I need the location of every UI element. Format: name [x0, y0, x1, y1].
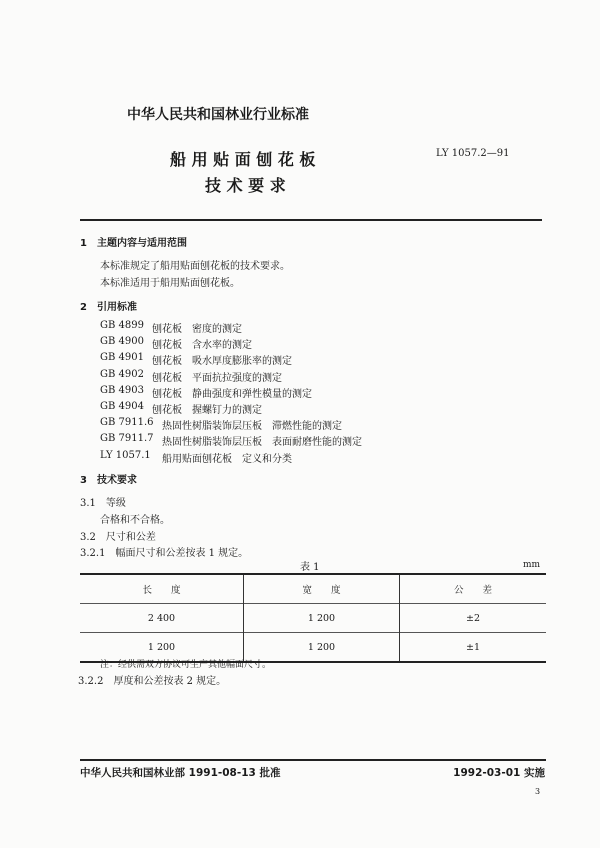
reference-title: 刨花板 握螺钉力的测定 [152, 405, 262, 416]
reference-title: 刨花板 含水率的测定 [152, 340, 252, 352]
cell: ±2 [400, 604, 547, 633]
reference-title: 船用贴面刨花板 定义和分类 [162, 453, 292, 465]
table-caption: 表 1 [300, 562, 320, 573]
cell: 1 200 [244, 604, 400, 633]
section-3-1: 3.1 等级 [80, 498, 126, 509]
reference-code: GB 4900 [100, 336, 144, 348]
reference-code: GB 7911.7 [100, 433, 154, 445]
page-number: 3 [535, 787, 541, 796]
effective-date: 1992-03-01 实施 [453, 767, 545, 779]
reference-code: LY 1057.1 [100, 449, 151, 461]
section-2-heading: 2 引用标准 [80, 302, 137, 313]
reference-code: GB 4901 [100, 352, 144, 364]
section-3-2-1: 3.2.1 幅面尺寸和公差按表 1 规定。 [80, 548, 249, 559]
table-row [80, 604, 546, 633]
cell: 1 200 [244, 633, 400, 663]
doc-title-line2: 技 术 要 求 [205, 176, 286, 195]
section-3-2-2: 3.2.2 厚度和公差按表 2 规定。 [78, 676, 227, 687]
reference-code: GB 4904 [100, 401, 144, 412]
section-3-2: 3.2 尺寸和公差 [80, 532, 156, 543]
text-line: 本标准规定了船用贴面刨花板的技术要求。 [100, 261, 290, 272]
header-cell: 公 差 [400, 574, 547, 604]
text-line: 本标准适用于船用贴面刨花板。 [100, 278, 240, 289]
table-unit: mm [523, 560, 541, 570]
table-note: 注：经供需双方协议可生产其他幅面尺寸。 [100, 660, 272, 670]
reference-title: 热固性树脂装饰层压板 表面耐磨性能的测定 [162, 437, 362, 449]
cell: 2 400 [80, 604, 244, 633]
header-cell: 长 度 [80, 574, 244, 604]
table-1 [80, 573, 546, 663]
cell: ±1 [400, 633, 547, 663]
reference-title: 刨花板 静曲强度和弹性模量的测定 [152, 388, 312, 400]
reference-code: GB 7911.6 [100, 417, 154, 429]
reference-code: GB 4902 [100, 368, 144, 380]
section-1-heading: 1 主题内容与适用范围 [80, 238, 187, 249]
doc-title-line1: 船 用 贴 面 刨 花 板 [170, 150, 316, 169]
reference-title: 刨花板 吸水厚度膨胀率的测定 [152, 356, 292, 368]
footer-rule [80, 759, 546, 761]
standard-code: LY 1057.2—91 [436, 148, 510, 159]
org-standard-title: 中华人民共和国林业行业标准 [127, 107, 309, 123]
header-rule [80, 219, 542, 221]
text-line: 合格和不合格。 [100, 515, 170, 526]
reference-title: 刨花板 密度的测定 [152, 324, 242, 335]
table-header-row [80, 574, 546, 604]
approval-date: 中华人民共和国林业部 1991-08-13 批准 [80, 767, 281, 779]
reference-code: GB 4899 [100, 320, 144, 331]
cell: 1 200 [80, 633, 244, 663]
reference-title: 刨花板 平面抗拉强度的测定 [152, 372, 282, 384]
reference-title: 热固性树脂装饰层压板 滞燃性能的测定 [162, 421, 342, 433]
section-3-heading: 3 技术要求 [80, 475, 137, 486]
reference-code: GB 4903 [100, 384, 144, 396]
header-cell: 宽 度 [244, 574, 400, 604]
